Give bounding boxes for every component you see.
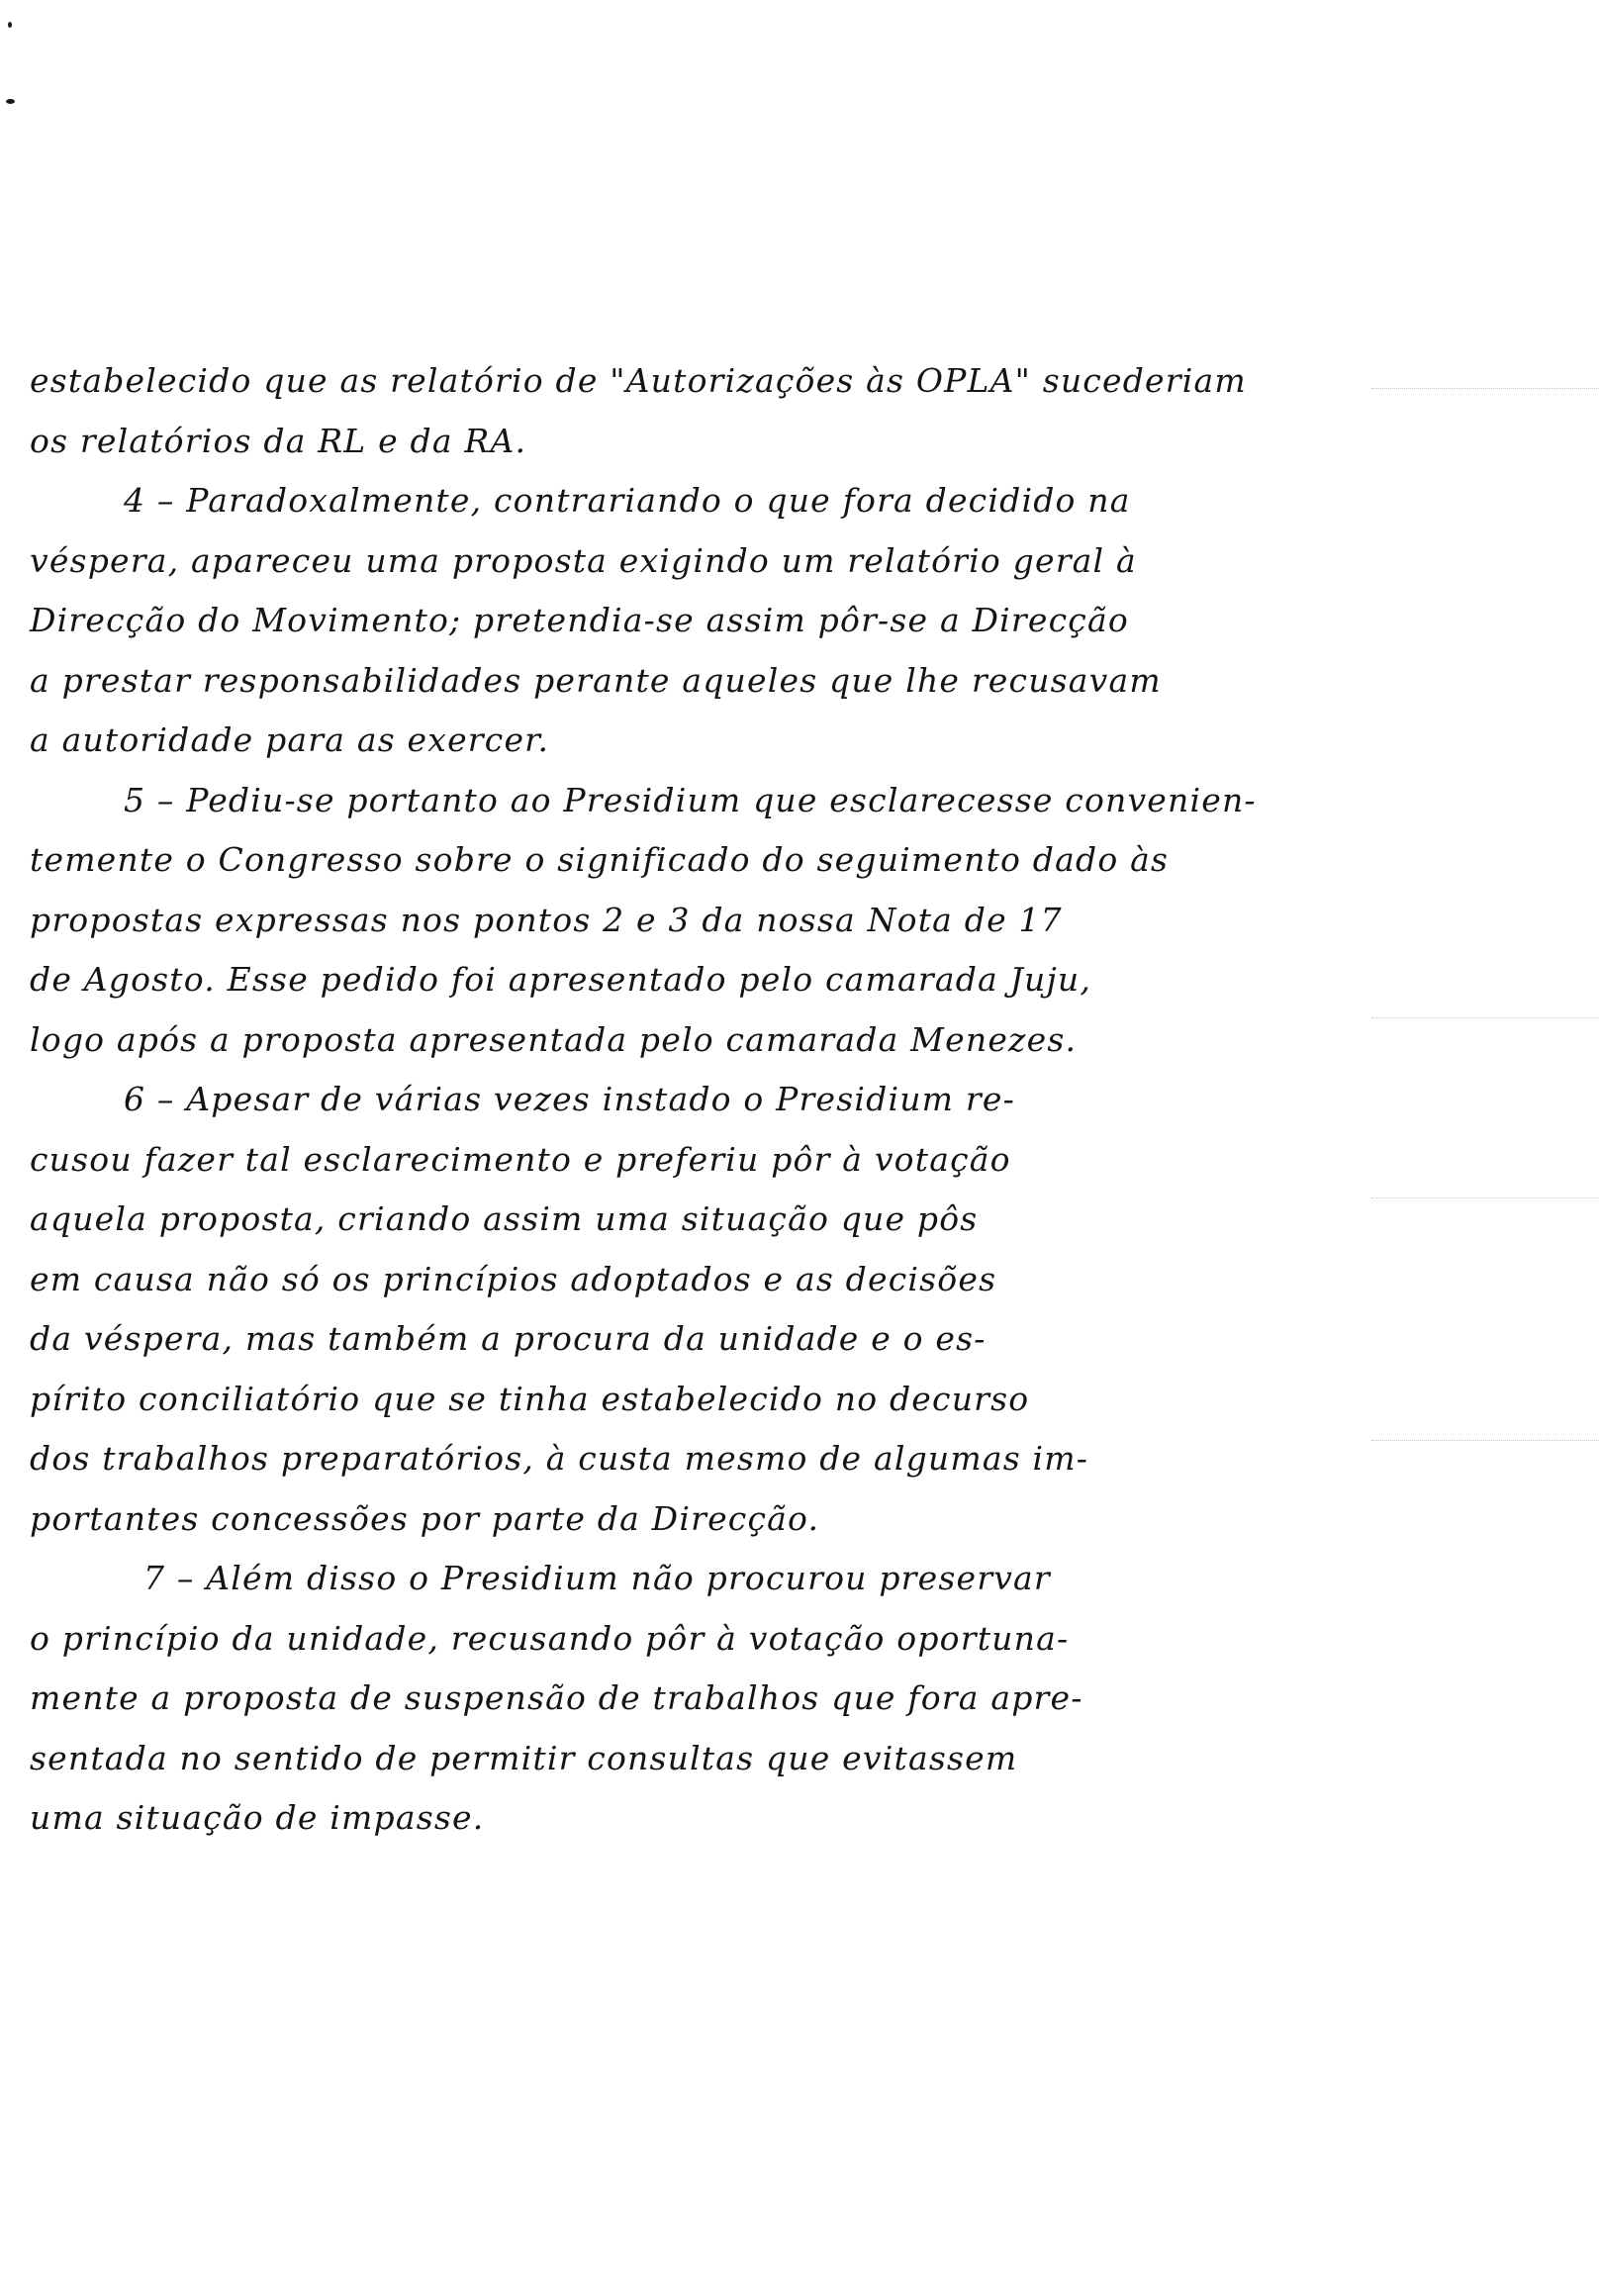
text-line: de Agosto. Esse pedido foi apresentado pelo camarada Juju, [30,960,1092,999]
text-line: 7 – Além disso o Presidium não procurou preservar [143,1559,1051,1597]
text-line: 6 – Apesar de várias vezes instado o Presidium re- [124,1080,1015,1118]
text-line: pírito conciliatório que se tinha estabelecido no decurso [30,1379,1030,1418]
text-line: em causa não só os princípios adoptados e as decisões [30,1259,997,1298]
staple-mark [8,22,12,28]
text-line: os relatórios da RL e da RA. [30,421,527,460]
staple-mark [6,99,15,104]
text-line: a prestar responsabilidades perante aqueles que lhe recusavam [30,660,1162,700]
handwritten-text [30,351,1375,1849]
text-line: sentada no sentido de permitir consultas que evitassem [30,1738,1018,1777]
text-line: propostas expressas nos pontos 2 e 3 da nossa Nota de 17 [30,900,1063,939]
margin-dotted-rule [1371,1017,1599,1018]
text-line: uma situação de impasse. [30,1798,485,1837]
text-line: estabelecido que as relatório de "Autorizações às OPLA" sucederiam [30,361,1247,400]
text-line: o princípio da unidade, recusando pôr à votação oportuna- [30,1618,1070,1658]
text-line: da véspera, mas também a procura da unidade e o es- [30,1319,987,1358]
text-line: 4 – Paradoxalmente, contrariando o que fora decidido na [124,481,1131,520]
text-line: portantes concessões por parte da Direcção. [30,1498,820,1538]
margin-dotted-rule [1371,388,1599,389]
margin-dotted-rule [1371,1440,1599,1441]
text-line: 5 – Pediu-se portanto ao Presidium que esclarecesse convenien- [124,780,1257,819]
text-line: a autoridade para as exercer. [30,720,550,759]
text-line: Direcção do Movimento; pretendia-se assim pôr-se a Direcção [30,601,1129,639]
text-line: dos trabalhos preparatórios, à custa mesmo de algumas im- [30,1439,1089,1478]
text-line: véspera, apareceu uma proposta exigindo um relatório geral à [30,540,1137,580]
text-line: temente o Congresso sobre o significado do seguimento dado às [30,840,1170,879]
text-line: mente a proposta de suspensão de trabalhos que fora apre- [30,1678,1083,1717]
text-line: aquela proposta, criando assim uma situação que pôs [30,1199,979,1238]
text-line: cusou fazer tal esclarecimento e preferiu pôr à votação [30,1139,1011,1179]
margin-dotted-rule [1371,1197,1599,1198]
text-line: logo após a proposta apresentada pelo camarada Menezes. [30,1019,1078,1059]
